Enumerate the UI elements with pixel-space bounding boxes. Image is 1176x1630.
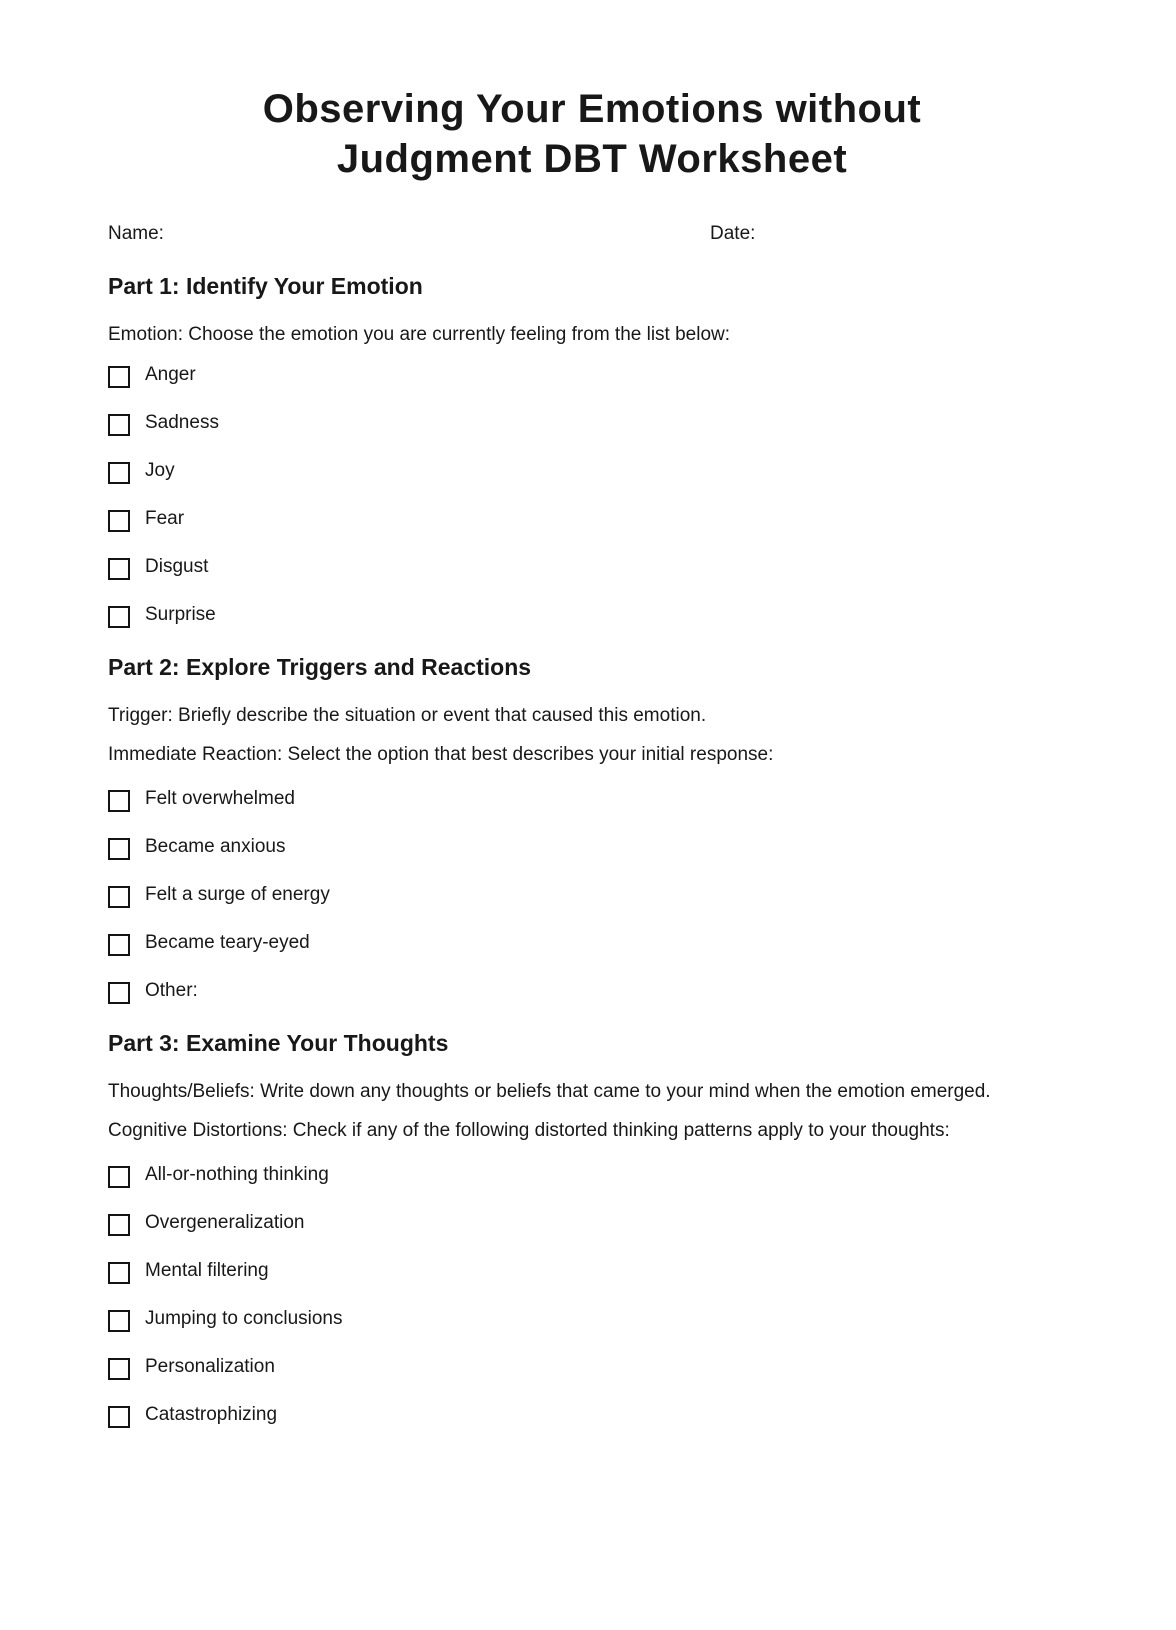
checkbox-label: Personalization	[145, 1356, 275, 1377]
checkbox-item-joy	[108, 459, 1076, 483]
checkbox-label: Disgust	[145, 556, 209, 577]
checkbox-item-other	[108, 979, 1076, 1003]
checkbox-all-or-nothing[interactable]	[108, 1166, 130, 1188]
checkbox-label: Jumping to conclusions	[145, 1308, 343, 1329]
part1-checklist	[108, 363, 1076, 627]
part3-heading: Part 3: Examine Your Thoughts	[108, 1030, 449, 1056]
checkbox-item-personalization	[108, 1355, 1076, 1379]
checkbox-catastrophizing[interactable]	[108, 1406, 130, 1428]
page-title	[108, 84, 1076, 184]
checkbox-anger[interactable]	[108, 366, 130, 388]
checkbox-teary-eyed[interactable]	[108, 934, 130, 956]
page-title-line1: Observing Your Emotions without	[262, 87, 922, 131]
part3-checklist	[108, 1163, 1076, 1427]
checkbox-item-sadness	[108, 411, 1076, 435]
part1-heading: Part 1: Identify Your Emotion	[108, 273, 423, 299]
date-field-label: Date:	[710, 223, 756, 244]
checkbox-surprise[interactable]	[108, 606, 130, 628]
checkbox-disgust[interactable]	[108, 558, 130, 580]
page-title-line2: Judgment DBT Worksheet	[336, 137, 848, 181]
checkbox-personalization[interactable]	[108, 1358, 130, 1380]
checkbox-joy[interactable]	[108, 462, 130, 484]
checkbox-item-teary-eyed	[108, 931, 1076, 955]
checkbox-label: Catastrophizing	[145, 1404, 278, 1425]
checkbox-mental-filtering[interactable]	[108, 1262, 130, 1284]
part2-reaction-prompt: Immediate Reaction: Select the option that best describes your initial response:	[108, 744, 774, 765]
checkbox-jumping-to-conclusions[interactable]	[108, 1310, 130, 1332]
checkbox-felt-overwhelmed[interactable]	[108, 790, 130, 812]
checkbox-item-surprise	[108, 603, 1076, 627]
part2-heading: Part 2: Explore Triggers and Reactions	[108, 654, 532, 680]
part3-thoughts-prompt: Thoughts/Beliefs: Write down any thoughts or beliefs that came to your mind when the emotion emerged.	[108, 1081, 991, 1102]
checkbox-item-all-or-nothing	[108, 1163, 1076, 1187]
checkbox-fear[interactable]	[108, 510, 130, 532]
checkbox-item-felt-overwhelmed	[108, 787, 1076, 811]
checkbox-label: Felt a surge of energy	[145, 884, 330, 905]
checkbox-item-jumping-to-conclusions	[108, 1307, 1076, 1331]
checkbox-label: Mental filtering	[145, 1260, 269, 1281]
checkbox-label: Felt overwhelmed	[145, 788, 295, 809]
name-date-row	[108, 222, 1076, 246]
name-field-label: Name:	[108, 223, 164, 244]
checkbox-label: All-or-nothing thinking	[145, 1164, 329, 1185]
checkbox-label: Surprise	[145, 604, 216, 625]
checkbox-item-overgeneralization	[108, 1211, 1076, 1235]
part2-trigger-prompt: Trigger: Briefly describe the situation or event that caused this emotion.	[108, 705, 707, 726]
checkbox-label: Joy	[145, 460, 175, 481]
checkbox-item-anger	[108, 363, 1076, 387]
checkbox-item-fear	[108, 507, 1076, 531]
checkbox-item-became-anxious	[108, 835, 1076, 859]
checkbox-item-mental-filtering	[108, 1259, 1076, 1283]
checkbox-label: Other:	[145, 980, 198, 1001]
checkbox-became-anxious[interactable]	[108, 838, 130, 860]
checkbox-label: Sadness	[145, 412, 219, 433]
part1-prompt: Emotion: Choose the emotion you are currently feeling from the list below:	[108, 324, 731, 345]
checkbox-label: Anger	[145, 364, 196, 385]
checkbox-label: Overgeneralization	[145, 1212, 305, 1233]
checkbox-label: Became anxious	[145, 836, 286, 857]
checkbox-overgeneralization[interactable]	[108, 1214, 130, 1236]
checkbox-sadness[interactable]	[108, 414, 130, 436]
checkbox-label: Fear	[145, 508, 185, 529]
checkbox-label: Became teary-eyed	[145, 932, 310, 953]
checkbox-item-disgust	[108, 555, 1076, 579]
part2-checklist	[108, 787, 1076, 1003]
checkbox-item-surge-of-energy	[108, 883, 1076, 907]
checkbox-item-catastrophizing	[108, 1403, 1076, 1427]
checkbox-other[interactable]	[108, 982, 130, 1004]
part3-distortions-prompt: Cognitive Distortions: Check if any of the following distorted thinking patterns apply to your thoughts:	[108, 1120, 950, 1141]
checkbox-surge-of-energy[interactable]	[108, 886, 130, 908]
